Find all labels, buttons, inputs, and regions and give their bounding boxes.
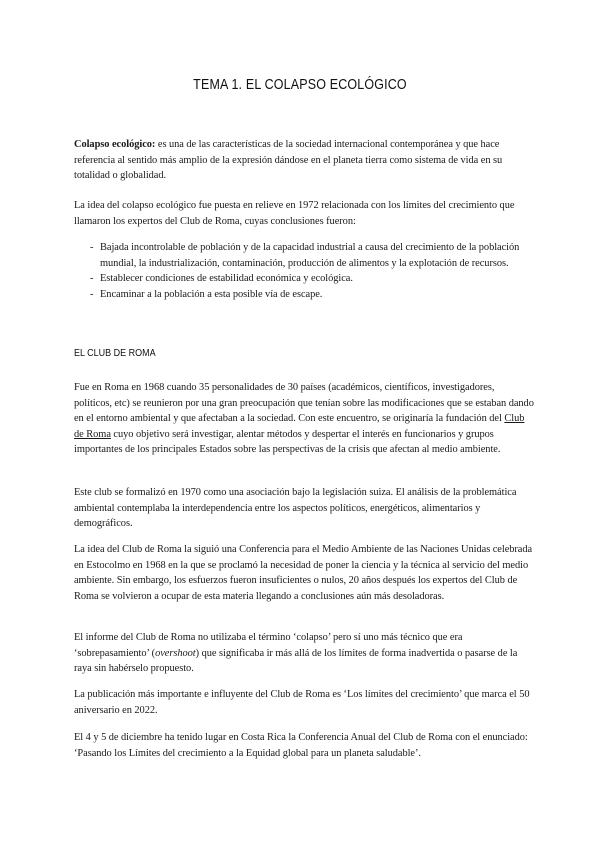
- paragraph-conferencia: [74, 542, 534, 604]
- intro-definition: es una de las características de la sociedad internacional contemporánea y que hace referencia al sentido más amplio de la expresión dándose en el planeta tierra como sistema de vida en su totalidad o globalidad.: [74, 139, 503, 182]
- paragraph-informe: [74, 630, 534, 677]
- page-title: TEMA 1. EL COLAPSO ECOLÓGICO: [193, 77, 407, 93]
- paragraph-1968: [74, 380, 534, 458]
- informe-text-after: ) que significaba ir más allá de los límites de forma inadvertida o pasarse de la raya sin habérselo propuesto.: [74, 647, 518, 675]
- section-heading: EL CLUB DE ROMA: [74, 348, 156, 359]
- p1968-text-after: cuyo objetivo será investigar, alentar métodos y despertar el interés en funcionarios y grupos importantes de los principales Estados sobre las perspectivas de la crisis que afectan al medio ambiente.: [74, 428, 501, 456]
- p1970-text: Este club se formalizó en 1970 como una asociación bajo la legislación suiza. El análisis de la problemática ambiental contemplaba la interdependencia entre los aspectos políticos, energéticos, alimentarios y demográficos.: [74, 487, 517, 530]
- idea-text: La idea del colapso ecológico fue puesta en relieve en 1972 relacionada con los límites del crecimiento que llamaron los expertos del Club de Roma, cuyas conclusiones fueron:: [74, 200, 515, 227]
- paragraph-publicacion: [74, 687, 534, 718]
- informe-text-before: El informe del Club de Roma no utilizaba el término ‘colapso’ pero sí uno más técnico que era ‘sobrepasamiento’ (: [74, 632, 463, 659]
- diciembre-text: El 4 y 5 de diciembre ha tenido lugar en Costa Rica la Conferencia Anual del Club de Roma con el enunciado: ‘Pasando los Límites del crecimiento a la Equidad global para un planeta saludable’.: [74, 732, 528, 759]
- club-de-roma-link[interactable]: Club de Roma: [74, 413, 525, 440]
- intro-term: Colapso ecológico:: [74, 139, 156, 150]
- list-item: - Encaminar a la población a esta posible vía de escape.: [74, 287, 534, 303]
- p1968-text-before: Fue en Roma en 1968 cuando 35 personalidades de 30 países (académicos, científicos, investigadores, políticos, etc) se reunieron por una gran preocupación que tenían sobre las modificaciones que se estaban dando en el entorno ambiental y que afectaban a la sociedad. Con este encuentro, se originaría la fundación del: [74, 382, 534, 425]
- paragraph-diciembre: [74, 730, 534, 761]
- conferencia-text: La idea del Club de Roma la siguió una Conferencia para el Medio Ambiente de las Naciones Unidas celebrada en Estocolmo en 1968 en la que se proclamó la necesidad de poner la ciencia y la técnica al servicio del medio ambiente. Sin embargo, los esfuerzos fueron insuficientes o nulos, 20 años después los expertos del Club de Roma se volvieron a ocupar de esta materia llegando a conclusiones aún más desoladoras.: [74, 544, 533, 602]
- intro-paragraph: [74, 137, 534, 184]
- list-item: - Establecer condiciones de estabilidad económica y ecológica.: [74, 271, 534, 287]
- idea-paragraph: [74, 198, 534, 229]
- overshoot-term: overshoot: [155, 647, 196, 659]
- publicacion-text: La publicación más importante e influyente del Club de Roma es ‘Los límites del crecimiento’ que marca el 50 aniversario en 2022.: [74, 689, 530, 716]
- conclusions-list: [74, 240, 534, 302]
- list-item: - Bajada incontrolable de población y de la capacidad industrial a causa del crecimiento de la población mundial, la industrialización, contaminación, producción de alimentos y la explotación de recursos.: [74, 240, 534, 271]
- paragraph-1970: [74, 485, 534, 532]
